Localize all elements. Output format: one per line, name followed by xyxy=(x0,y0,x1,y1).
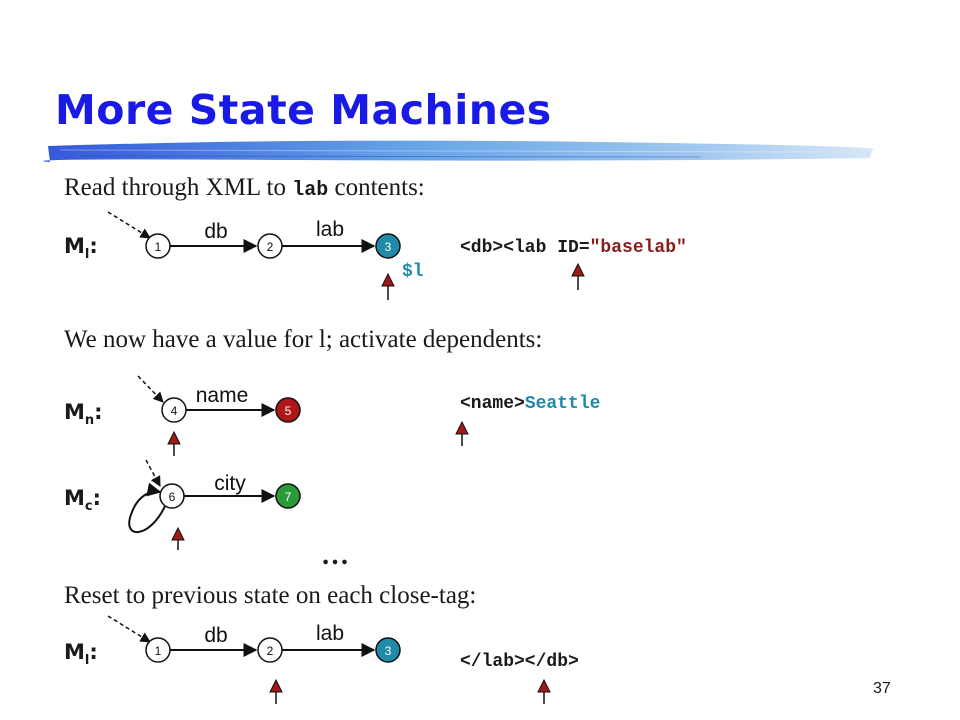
slide-title: More State Machines xyxy=(55,86,552,134)
input-value: "baselab" xyxy=(589,238,687,258)
state-3-label: 3 xyxy=(384,644,392,658)
activate-heading: We now have a value for l; activate dependents: xyxy=(64,326,543,353)
state-2-label: 2 xyxy=(266,240,274,254)
input-tag: <name> xyxy=(460,394,525,414)
binding-label: $l xyxy=(402,262,424,282)
machine-mn xyxy=(138,376,300,422)
pointer-arrow-state xyxy=(172,528,184,550)
machine-mc xyxy=(129,460,300,532)
pointer-arrow-input xyxy=(538,680,550,704)
state-4-label: 4 xyxy=(170,404,178,418)
transition-db-label: db xyxy=(204,220,228,243)
pointer-arrow-input xyxy=(456,422,468,446)
start-arrow xyxy=(108,212,150,238)
state-2-label: 2 xyxy=(266,644,274,658)
input-stream-ml-bottom xyxy=(460,652,579,672)
pointer-arrow-state xyxy=(168,432,180,456)
state-3-label: 3 xyxy=(384,240,392,254)
state-5-label: 5 xyxy=(284,404,292,418)
machine-label-ml-bottom: $M_l$: xyxy=(64,640,98,668)
ellipsis: … xyxy=(321,540,349,571)
machine-label-ml-top: $M_l$: xyxy=(64,234,98,262)
reset-heading: Reset to previous state on each close-tag: xyxy=(64,582,477,609)
input-stream-ml-top xyxy=(460,238,687,258)
input-tag: </lab></db> xyxy=(460,652,579,672)
state-1-label: 1 xyxy=(154,644,162,658)
input-tag: <db><lab ID= xyxy=(460,238,590,258)
transition-lab-label: lab xyxy=(315,622,345,645)
read-heading-code: lab xyxy=(292,179,329,202)
pointer-arrow-input xyxy=(572,264,584,290)
read-heading-prefix: Read through XML to xyxy=(64,174,293,201)
transition-city-label: city xyxy=(214,472,246,495)
machine-ml-top xyxy=(108,212,400,258)
start-arrow xyxy=(108,616,150,642)
state-7-label: 7 xyxy=(284,490,292,504)
transition-db-label: db xyxy=(204,624,228,647)
read-heading-suffix: contents: xyxy=(328,174,425,201)
machine-label-mn: $M_n$: xyxy=(64,400,103,428)
transition-name-label: name xyxy=(195,384,249,407)
machine-ml-bottom xyxy=(108,616,400,662)
transition-lab-label: lab xyxy=(315,218,345,241)
machine-label-mc: $M_c$: xyxy=(64,486,102,514)
pointer-arrow-state xyxy=(382,274,394,300)
start-arrow xyxy=(146,460,160,486)
pointer-arrow-state xyxy=(270,680,282,704)
input-stream-mn xyxy=(460,394,600,414)
state-1-label: 1 xyxy=(154,240,162,254)
input-value: Seattle xyxy=(524,394,601,414)
state-6-label: 6 xyxy=(168,490,176,504)
start-arrow xyxy=(138,376,163,402)
page-number: 37 xyxy=(873,680,891,697)
